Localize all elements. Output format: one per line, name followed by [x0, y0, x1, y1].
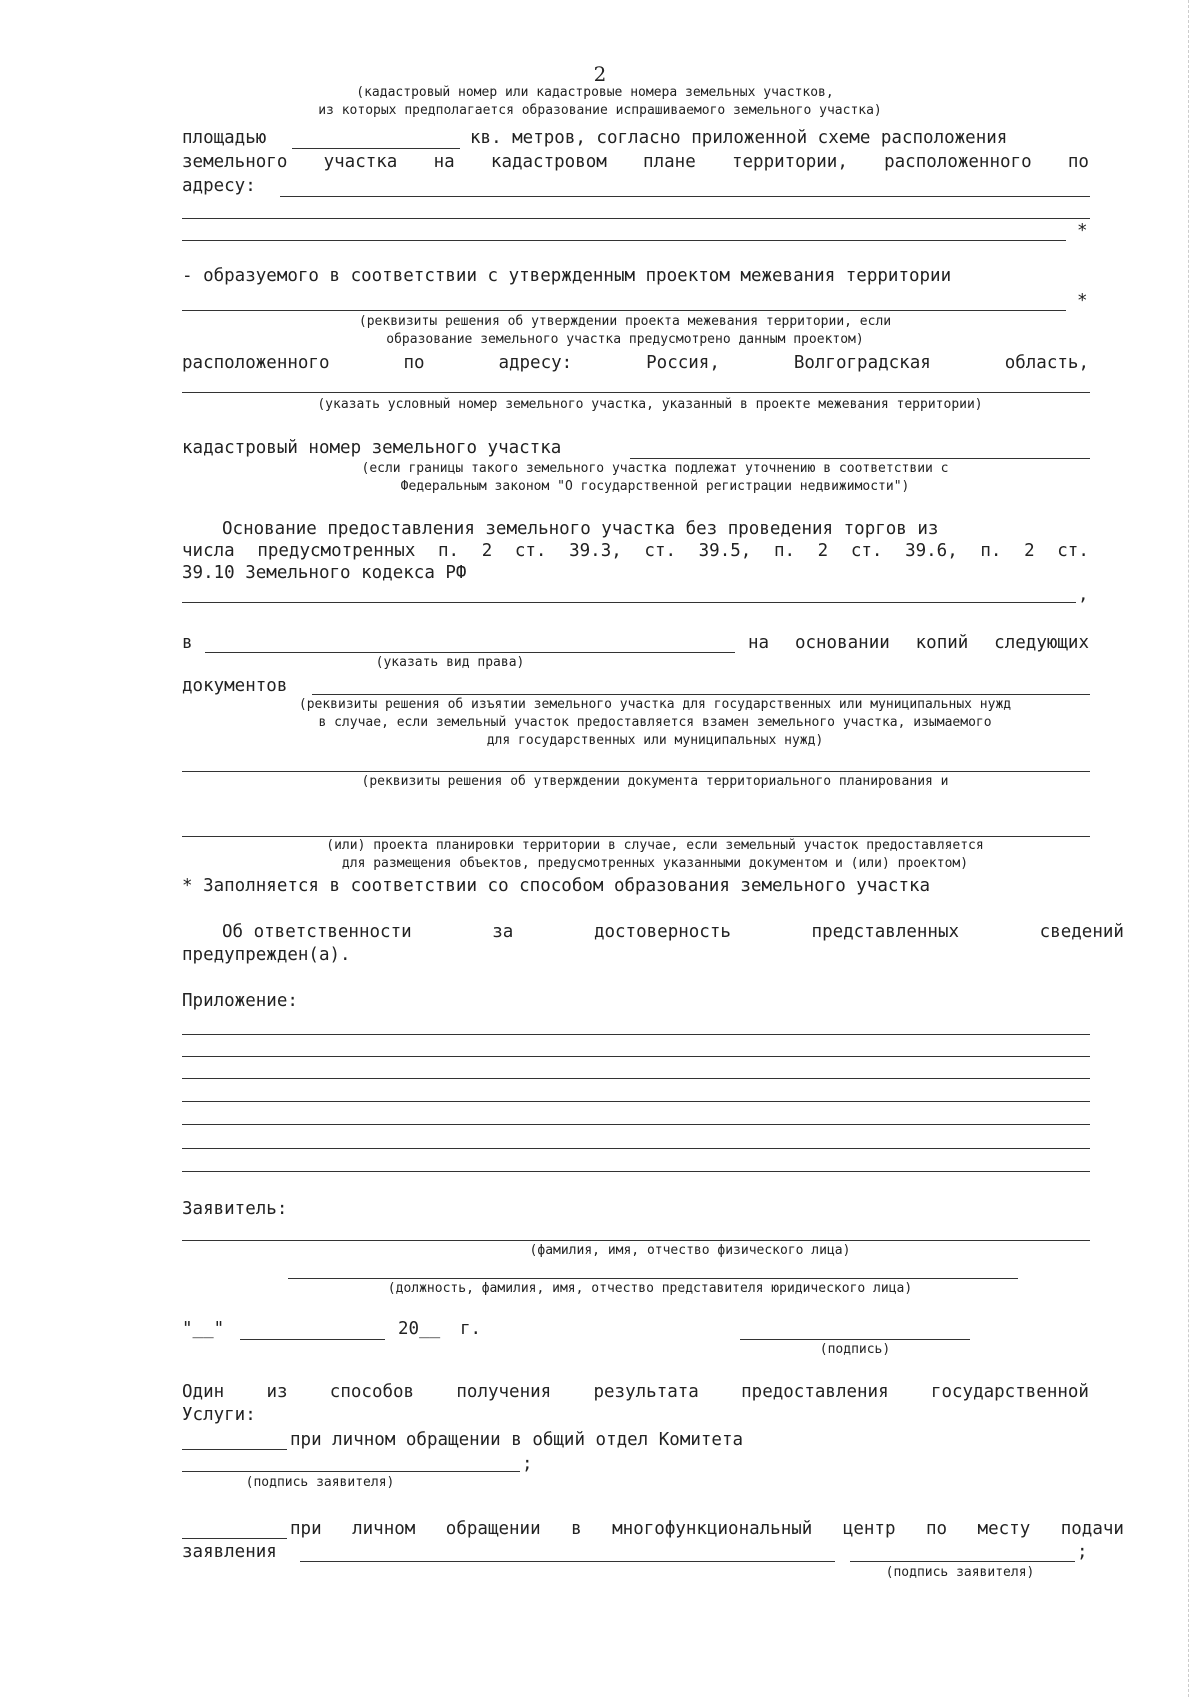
- method-line-2: Услуги:: [182, 1405, 256, 1425]
- option2-line-1: [290, 1518, 1124, 1540]
- seizure-caption-1: (реквизиты решения об изъятии земельного участка для государственных или муниципальных нужд: [298, 697, 1012, 712]
- word: Волгоградская: [793, 353, 931, 373]
- attachment-label: Приложение:: [182, 991, 298, 1011]
- page-number: 2: [593, 62, 607, 86]
- word: личном: [352, 1519, 416, 1539]
- word: расположенного: [884, 152, 1032, 172]
- word: результата: [593, 1382, 699, 1402]
- page-edge: [1188, 0, 1189, 1697]
- word: территории,: [731, 152, 848, 172]
- word: центр: [842, 1519, 896, 1539]
- address-field-2[interactable]: [182, 218, 1090, 219]
- survey-field[interactable]: [182, 310, 1066, 311]
- word: способов: [329, 1382, 415, 1402]
- option2-mfc-field[interactable]: [300, 1561, 835, 1562]
- survey-caption-1: (реквизиты решения об утверждении проекта межевания территории, если: [358, 314, 892, 329]
- option2-signature-field[interactable]: [850, 1561, 1075, 1562]
- option1-signature-caption: (подпись заявителя): [245, 1475, 395, 1490]
- word: по: [403, 353, 425, 373]
- word: при: [290, 1519, 322, 1539]
- word: предусмотренных: [257, 541, 416, 561]
- attachment-line[interactable]: [182, 1171, 1090, 1172]
- footnote-star-2: *: [1077, 291, 1088, 311]
- word: 39.3,: [569, 541, 622, 561]
- clarify-caption-2: Федеральным законом "О государственной регистрации недвижимости"): [400, 479, 910, 494]
- clarify-caption-1: (если границы такого земельного участка подлежат уточнению в соответствии с: [361, 461, 949, 476]
- area-field[interactable]: [292, 148, 460, 149]
- date-month-field[interactable]: [240, 1339, 385, 1340]
- date-day[interactable]: "__": [182, 1319, 225, 1339]
- planning-caption: (реквизиты решения об утверждении документа территориального планирования и: [361, 774, 949, 789]
- signature-field[interactable]: [740, 1339, 970, 1340]
- conditional-number-field[interactable]: [182, 392, 1090, 393]
- word: 2: [1024, 541, 1035, 561]
- area-suffix: кв. метров, согласно приложенной схеме расположения: [470, 128, 1008, 148]
- project-caption-1: (или) проекта планировки территории в случае, если земельный участок предоставляется: [326, 838, 984, 853]
- seizure-caption-2: в случае, если земельный участок предоставляется взамен земельного участка, изымаемого: [318, 715, 992, 730]
- word: в: [571, 1519, 582, 1539]
- option1-signature-field[interactable]: [182, 1471, 520, 1472]
- basis-line-1: Основание предоставления земельного участка без проведения торгов из: [222, 519, 939, 539]
- word: 2: [817, 541, 829, 561]
- option2-checkbox-field[interactable]: [182, 1538, 287, 1539]
- word: подачи: [1060, 1519, 1124, 1539]
- word: земельного: [182, 152, 288, 172]
- basis-comma: ,: [1078, 585, 1089, 605]
- word: числа: [182, 541, 235, 561]
- word: месту: [977, 1519, 1031, 1539]
- cadastral-caption-2: из которых предполагается образование испрашиваемого земельного участка): [318, 103, 882, 118]
- word: ст.: [514, 541, 547, 561]
- right-suffix: [748, 632, 1089, 654]
- planning-field[interactable]: [182, 771, 1090, 772]
- survey-caption-2: образование земельного участка предусмотрено данным проектом): [386, 332, 864, 347]
- word: многофункциональный: [612, 1519, 813, 1539]
- option1-text: при личном обращении в общий отдел Комитета: [290, 1430, 744, 1450]
- person-name-field[interactable]: [182, 1240, 1090, 1241]
- attachment-line[interactable]: [182, 1101, 1090, 1102]
- word: Один: [182, 1382, 225, 1402]
- documents-label: документов: [182, 676, 288, 696]
- word: 2: [481, 541, 493, 561]
- signature-caption: (подпись): [819, 1342, 891, 1357]
- word: Об ответственности: [222, 922, 412, 942]
- formed-text: - образуемого в соответствии с утвержденным проектом межевания территории: [182, 266, 952, 286]
- word: достоверность: [593, 922, 731, 942]
- word: п.: [437, 541, 460, 561]
- cadastral-caption-1: (кадастровый номер или кадастровые номера земельных участков,: [356, 85, 834, 100]
- area-prefix: площадью: [182, 128, 267, 148]
- project-field[interactable]: [182, 836, 1090, 837]
- word: ст.: [1057, 541, 1089, 561]
- seizure-caption-3: для государственных или муниципальных нужд): [486, 733, 824, 748]
- address-field-1[interactable]: [280, 196, 1090, 197]
- word: предоставления: [741, 1382, 889, 1402]
- word: кадастровом: [490, 152, 607, 172]
- word: ст.: [850, 541, 883, 561]
- address-label: адресу:: [182, 176, 256, 196]
- footnote: * Заполняется в соответствии со способом образования земельного участка: [182, 876, 931, 896]
- person-caption: (фамилия, имя, отчество физического лица): [529, 1243, 851, 1258]
- word: адресу:: [498, 353, 573, 373]
- area-line-2: [182, 151, 1089, 173]
- basis-field[interactable]: [182, 602, 1076, 603]
- responsibility-line-2: предупрежден(а).: [182, 945, 351, 965]
- attachment-line[interactable]: [182, 1148, 1090, 1149]
- word: из: [266, 1382, 288, 1402]
- cadastral-number-field[interactable]: [630, 458, 1090, 459]
- word: 39.6,: [905, 541, 958, 561]
- word: по: [1067, 152, 1089, 172]
- word: на: [748, 633, 770, 653]
- address-field-3[interactable]: [182, 240, 1066, 241]
- attachment-line[interactable]: [182, 1056, 1090, 1057]
- option2-signature-caption: (подпись заявителя): [885, 1565, 1035, 1580]
- word: область,: [1004, 353, 1089, 373]
- option1-semicolon: ;: [522, 1454, 533, 1474]
- applicant-label: Заявитель:: [182, 1199, 288, 1219]
- word: копий: [915, 633, 969, 653]
- word: участка: [323, 152, 398, 172]
- documents-field[interactable]: [312, 694, 1090, 695]
- cadastral-label: кадастровый номер земельного участка: [182, 438, 562, 458]
- right-type-field[interactable]: [205, 652, 735, 653]
- word: по: [925, 1519, 948, 1539]
- word: государственной: [930, 1382, 1089, 1402]
- word: Россия,: [646, 353, 720, 373]
- word: за: [492, 922, 514, 942]
- word: ст.: [644, 541, 677, 561]
- option2-semicolon: ;: [1077, 1542, 1088, 1562]
- word: основании: [794, 633, 890, 653]
- basis-line-2: [182, 540, 1089, 562]
- word: плане: [643, 152, 696, 172]
- option1-checkbox-field[interactable]: [182, 1449, 287, 1450]
- attachment-line[interactable]: [182, 1124, 1090, 1125]
- date-year-suffix: г.: [460, 1319, 482, 1339]
- conditional-caption: (указать условный номер земельного участка, указанный в проекте межевания территории): [317, 397, 983, 412]
- responsibility-line-1: [222, 921, 1124, 943]
- word: на: [433, 152, 455, 172]
- word: получения: [456, 1382, 552, 1402]
- right-caption: (указать вид права): [375, 655, 525, 670]
- option2-line-2: заявления: [182, 1542, 277, 1562]
- method-line-1: [182, 1381, 1089, 1403]
- word: п.: [773, 541, 796, 561]
- right-prefix: в: [182, 633, 193, 653]
- date-year[interactable]: 20__: [398, 1319, 441, 1339]
- attachment-line[interactable]: [182, 1078, 1090, 1079]
- word: 39.5,: [698, 541, 752, 561]
- basis-line-3: 39.10 Земельного кодекса РФ: [182, 563, 467, 583]
- word: следующих: [994, 633, 1089, 653]
- word: представленных: [811, 922, 960, 942]
- word: сведений: [1039, 922, 1124, 942]
- word: расположенного: [182, 353, 330, 373]
- word: обращении: [445, 1519, 541, 1539]
- word: п.: [980, 541, 1002, 561]
- legal-representative-field[interactable]: [288, 1278, 1018, 1279]
- attachment-line[interactable]: [182, 1034, 1090, 1035]
- legal-caption: (должность, фамилия, имя, отчество представителя юридического лица): [387, 1281, 913, 1296]
- footnote-star-1: *: [1077, 221, 1088, 241]
- located-line: [182, 352, 1089, 374]
- project-caption-2: для размещения объектов, предусмотренных указанными документом и (или) проектом): [341, 856, 969, 871]
